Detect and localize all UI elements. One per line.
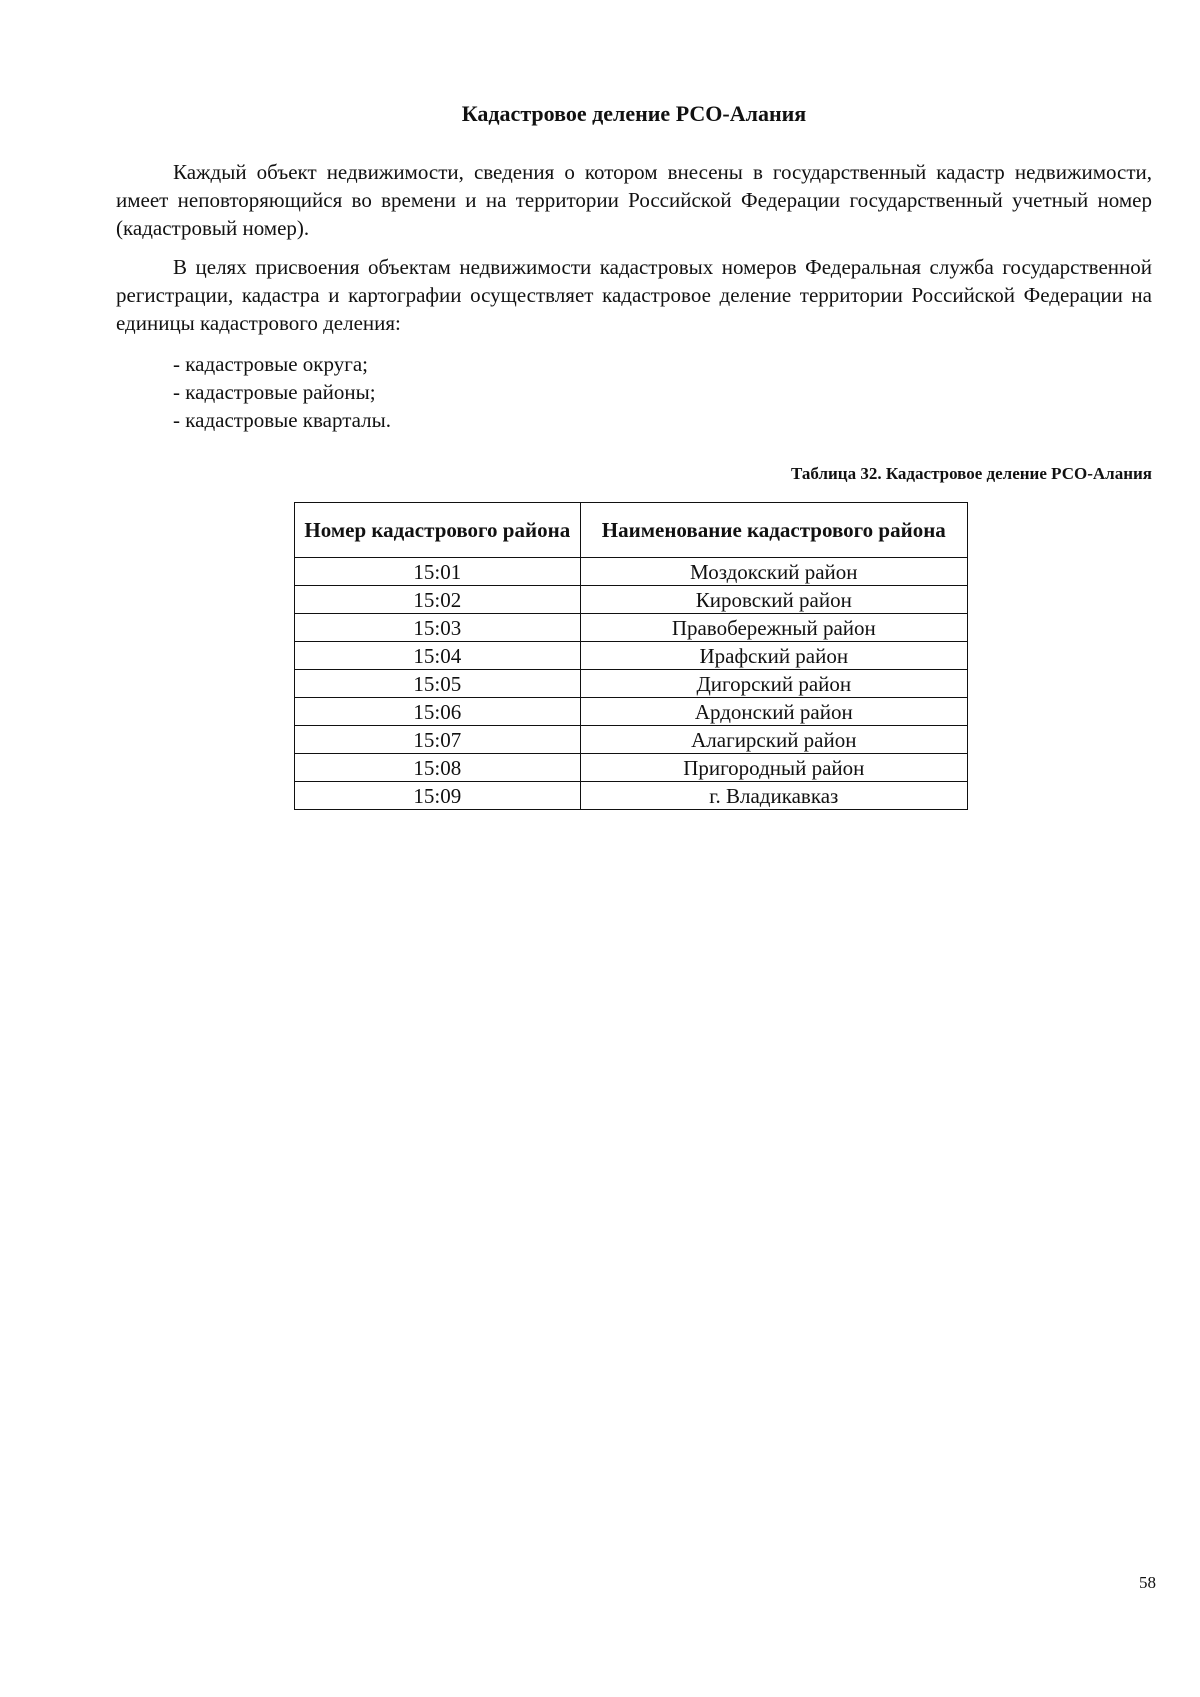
list-item: - кадастровые кварталы. — [173, 408, 391, 432]
table-caption: Таблица 32. Кадастровое деление РСО-Алания — [790, 464, 1152, 483]
district-number-cell: 15:07 — [295, 726, 581, 754]
district-name-cell: Правобережный район — [580, 614, 967, 642]
cadastral-districts-table — [294, 502, 968, 810]
district-name-cell: Пригородный район — [580, 754, 967, 782]
list-item: - кадастровые районы; — [173, 380, 376, 404]
district-number-cell: 15:02 — [295, 586, 581, 614]
table-header-row — [295, 503, 968, 558]
column-header-district-name: Наименование кадастрового района — [580, 503, 967, 558]
district-name-cell: Кировский район — [580, 586, 967, 614]
table-row — [295, 642, 968, 670]
paragraph-cadastral-division: В целях присвоения объектам недвижимости кадастровых номеров Федеральная служба государственной регистрации, кадастра и картографии осуществляет кадастровое деление территории Российской Федерации на единицы кадастрового деления: — [116, 255, 1152, 335]
table-row — [295, 726, 968, 754]
district-number-cell: 15:06 — [295, 698, 581, 726]
table-row — [295, 670, 968, 698]
district-number-cell: 15:04 — [295, 642, 581, 670]
table-row — [295, 586, 968, 614]
district-number-cell: 15:03 — [295, 614, 581, 642]
district-number-cell: 15:09 — [295, 782, 581, 810]
table-row — [295, 614, 968, 642]
district-name-cell: Дигорский район — [580, 670, 967, 698]
district-name-cell: Моздокский район — [580, 558, 967, 586]
page-number: 58 — [1139, 1573, 1156, 1592]
table-row — [295, 698, 968, 726]
paragraph-cadastral-number: Каждый объект недвижимости, сведения о котором внесены в государственный кадастр недвижимости, имеет неповторяющийся во времени и на территории Российской Федерации государственный учетный номер (кадастровый номер). — [116, 160, 1152, 240]
table-row — [295, 754, 968, 782]
cadastral-units-list — [173, 350, 391, 434]
district-name-cell: Ирафский район — [580, 642, 967, 670]
district-name-cell: Алагирский район — [580, 726, 967, 754]
district-name-cell: г. Владикавказ — [580, 782, 967, 810]
column-header-district-number: Номер кадастрового района — [295, 503, 581, 558]
table-row — [295, 782, 968, 810]
page-heading: Кадастровое деление РСО-Алания — [461, 101, 807, 126]
table-row — [295, 558, 968, 586]
district-name-cell: Ардонский район — [580, 698, 967, 726]
district-number-cell: 15:08 — [295, 754, 581, 782]
list-item: - кадастровые округа; — [173, 352, 368, 376]
district-number-cell: 15:05 — [295, 670, 581, 698]
district-number-cell: 15:01 — [295, 558, 581, 586]
